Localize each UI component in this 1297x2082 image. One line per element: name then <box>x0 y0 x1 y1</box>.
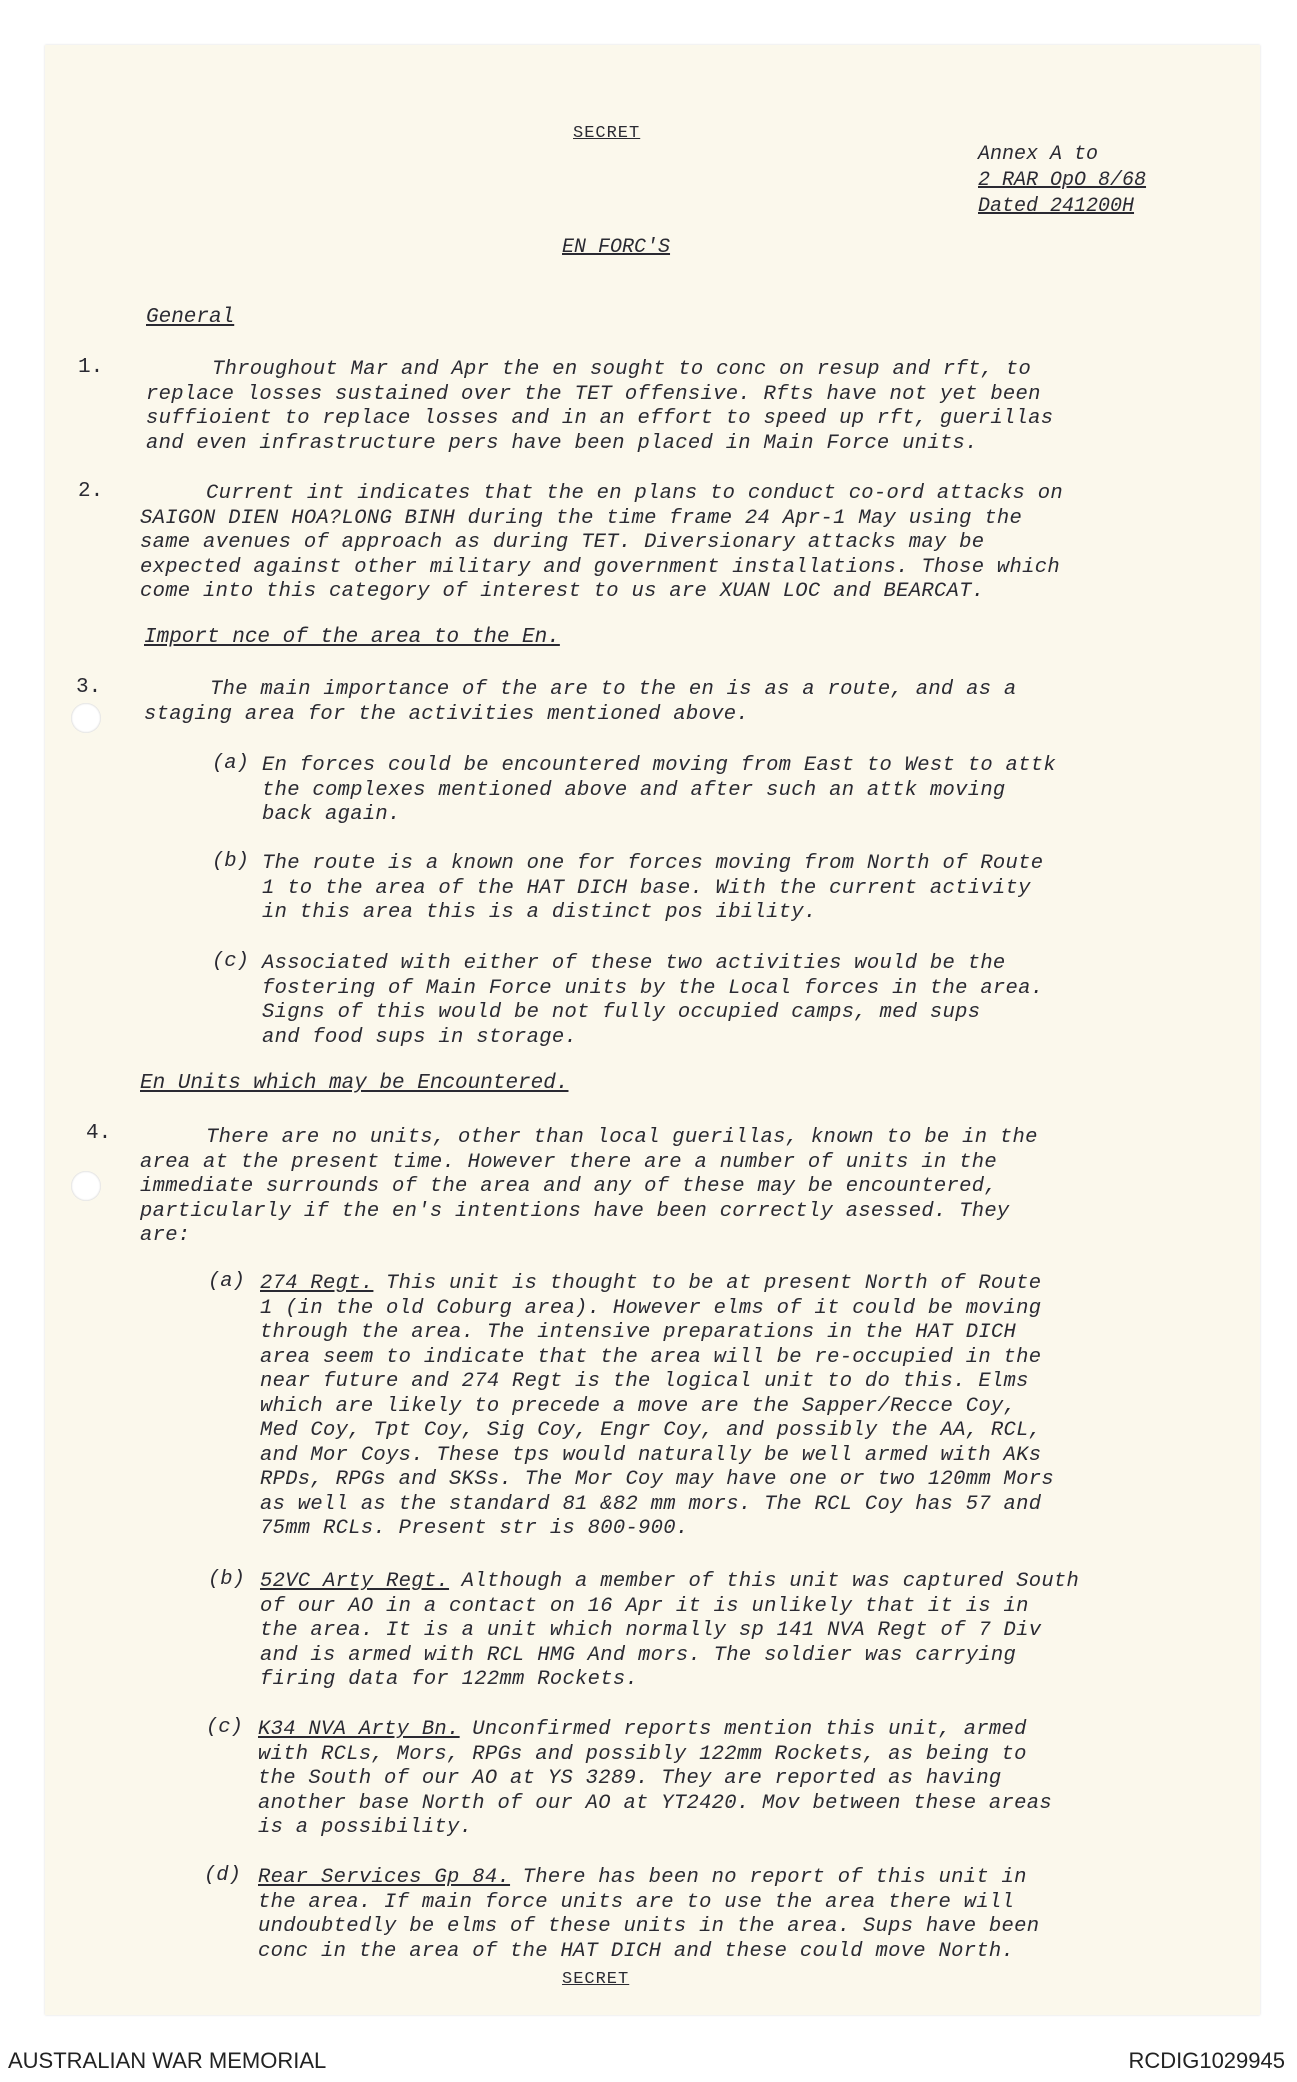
annex-reference <box>978 142 1146 220</box>
text-line: The route is a known one for forces moving from North of Route <box>262 852 1044 875</box>
text-line: area at the present time. However there are a number of units in the <box>140 1150 997 1174</box>
text-line: En forces could be encountered moving from East to West to attk <box>262 754 1056 777</box>
text-line: and Mor Coys. These tps would naturally be well armed with AKs <box>260 1443 1042 1467</box>
text-line: which are likely to precede a move are the Sapper/Recce Coy, <box>260 1394 1017 1418</box>
text-line: Current int indicates that the en plans to conduct co-ord attacks on <box>206 482 1063 505</box>
text-line: SAIGON DIEN HOA?LONG BINH during the time frame 24 Apr-1 May using the <box>140 506 1023 530</box>
text-line: 75mm RCLs. Present str is 800-900. <box>260 1517 689 1540</box>
text-line: are: <box>140 1224 191 1247</box>
annex-line: Dated 241200H <box>978 195 1135 218</box>
item-label: (d) <box>204 1864 241 1887</box>
section-heading-units: En Units which may be Encountered. <box>140 1072 569 1095</box>
paragraph-3c <box>262 952 1043 1050</box>
text-line: in this area this is a distinct pos ibility. <box>262 901 817 924</box>
paragraph-4b <box>260 1570 1079 1693</box>
item-label: (b) <box>208 1568 245 1591</box>
text-line: and food sups in storage. <box>262 1025 578 1049</box>
text-line: near future and 274 Regt is the logical unit to do this. Elms <box>260 1370 1029 1393</box>
text-line: undoubtedly be elms of these units in the area. Sups have been <box>258 1915 1040 1938</box>
unit-title: K34 NVA Arty Bn. <box>258 1718 460 1741</box>
text-line: Although a member of this unit was captured South <box>461 1570 1080 1593</box>
text-line: 1 (in the old Coburg area). However elms of it could be moving <box>260 1296 1042 1320</box>
punch-hole <box>71 1171 101 1201</box>
text-line: Associated with either of these two activities would be the <box>262 952 1006 975</box>
annex-line: Annex A to <box>978 143 1099 166</box>
text-line: come into this category of interest to us are XUAN LOC and BEARCAT. <box>140 580 985 603</box>
text-line: conc in the area of the HAT DICH and these could move North. <box>258 1939 1015 1963</box>
text-line: fostering of Main Force units by the Local forces in the area. <box>262 976 1044 1000</box>
annex-line: 2 RAR OpO 8/68 <box>978 169 1147 192</box>
item-label: (c) <box>212 950 249 973</box>
text-line: particularly if the en's intentions have been correctly asessed. They <box>140 1199 1010 1223</box>
paragraph-3 <box>144 678 1017 727</box>
para-number: 1. <box>78 356 104 379</box>
text-line: the area. It is a unit which normally sp 141 NVA Regt of 7 Div <box>260 1619 1042 1642</box>
para-number: 4. <box>86 1122 112 1145</box>
paragraph-4a <box>260 1272 1054 1542</box>
archive-id: RCDIG1029945 <box>1128 2048 1285 2073</box>
para-number: 3. <box>76 676 102 699</box>
text-line: with RCLs, Mors, RPGs and possibly 122mm Rockets, as being to <box>258 1742 1027 1766</box>
text-line: expected against other military and government installations. Those which <box>140 555 1060 579</box>
text-line: This unit is thought to be at present North of Route <box>386 1272 1042 1295</box>
text-line: as well as the standard 81 &82 mm mors. The RCL Coy has 57 and <box>260 1492 1042 1516</box>
text-line: the South of our AO at YS 3289. They are reported as having <box>258 1767 1002 1790</box>
text-line: replace losses sustained over the TET offensive. Rfts have not yet been <box>146 382 1041 406</box>
item-label: (c) <box>206 1716 243 1739</box>
text-line: Med Coy, Tpt Coy, Sig Coy, Engr Coy, and possibly the AA, RCL, <box>260 1419 1042 1442</box>
text-line: Throughout Mar and Apr the en sought to conc on resup and rft, to <box>212 358 1032 381</box>
section-heading-general: General <box>146 306 235 329</box>
paragraph-2 <box>140 482 1063 605</box>
text-line: firing data for 122mm Rockets. <box>260 1668 639 1691</box>
text-line: area seem to indicate that the area will be re-occupied in the <box>260 1345 1042 1369</box>
text-line: suffioient to replace losses and in an effort to speed up rft, guerillas <box>146 407 1054 430</box>
punch-hole <box>71 703 101 733</box>
paragraph-3b <box>262 852 1043 926</box>
text-line: the complexes mentioned above and after such an attk moving <box>262 778 1006 802</box>
text-line: of our AO in a contact on 16 Apr it is unlikely that it is in <box>260 1594 1029 1618</box>
text-line: There are no units, other than local guerillas, known to be in the <box>206 1126 1038 1149</box>
para-number: 2. <box>78 480 104 503</box>
paragraph-4d <box>258 1866 1039 1964</box>
item-label: (b) <box>212 850 249 873</box>
unit-title: 52VC Arty Regt. <box>260 1570 450 1593</box>
text-line: The main importance of the are to the en is as a route, and as a <box>210 678 1017 701</box>
text-line: and even infrastructure pers have been placed in Main Force units. <box>146 431 978 455</box>
text-line: and is armed with RCL HMG And mors. The soldier was carrying <box>260 1643 1017 1667</box>
text-line: another base North of our AO at YT2420. Mov between these areas <box>258 1791 1052 1815</box>
text-line: 1 to the area of the HAT DICH base. With the current activity <box>262 876 1031 900</box>
classification-bottom: SECRET <box>562 1970 630 1989</box>
paragraph-4 <box>140 1126 1038 1249</box>
text-line: is a possibility. <box>258 1816 473 1839</box>
item-label: (a) <box>212 752 249 775</box>
text-line: Unconfirmed reports mention this unit, armed <box>472 1718 1027 1741</box>
text-line: through the area. The intensive preparations in the HAT DICH <box>260 1321 1017 1344</box>
paragraph-4c <box>258 1718 1052 1841</box>
text-line: same avenues of approach as during TET. Diversionary attacks may be <box>140 531 985 554</box>
paragraph-3a <box>262 754 1056 828</box>
paragraph-1 <box>146 358 1053 456</box>
text-line: the area. If main force units are to use the area there will <box>258 1890 1015 1914</box>
text-line: RPDs, RPGs and SKSs. The Mor Coy may have one or two 120mm Mors <box>260 1468 1054 1491</box>
unit-title: 274 Regt. <box>260 1272 374 1295</box>
archive-credit: AUSTRALIAN WAR MEMORIAL <box>8 2048 327 2073</box>
unit-title: Rear Services Gp 84. <box>258 1866 511 1889</box>
section-heading-importance: Import nce of the area to the En. <box>144 626 560 649</box>
item-label: (a) <box>208 1270 245 1293</box>
text-line: There has been no report of this unit in <box>522 1866 1027 1889</box>
text-line: back again. <box>262 803 401 826</box>
classification-top: SECRET <box>573 124 641 143</box>
text-line: immediate surrounds of the area and any of these may be encountered, <box>140 1175 997 1198</box>
document-title: EN FORC'S <box>562 236 671 259</box>
text-line: Signs of this would be not fully occupied camps, med sups <box>262 1001 981 1024</box>
text-line: staging area for the activities mentioned above. <box>144 702 749 726</box>
